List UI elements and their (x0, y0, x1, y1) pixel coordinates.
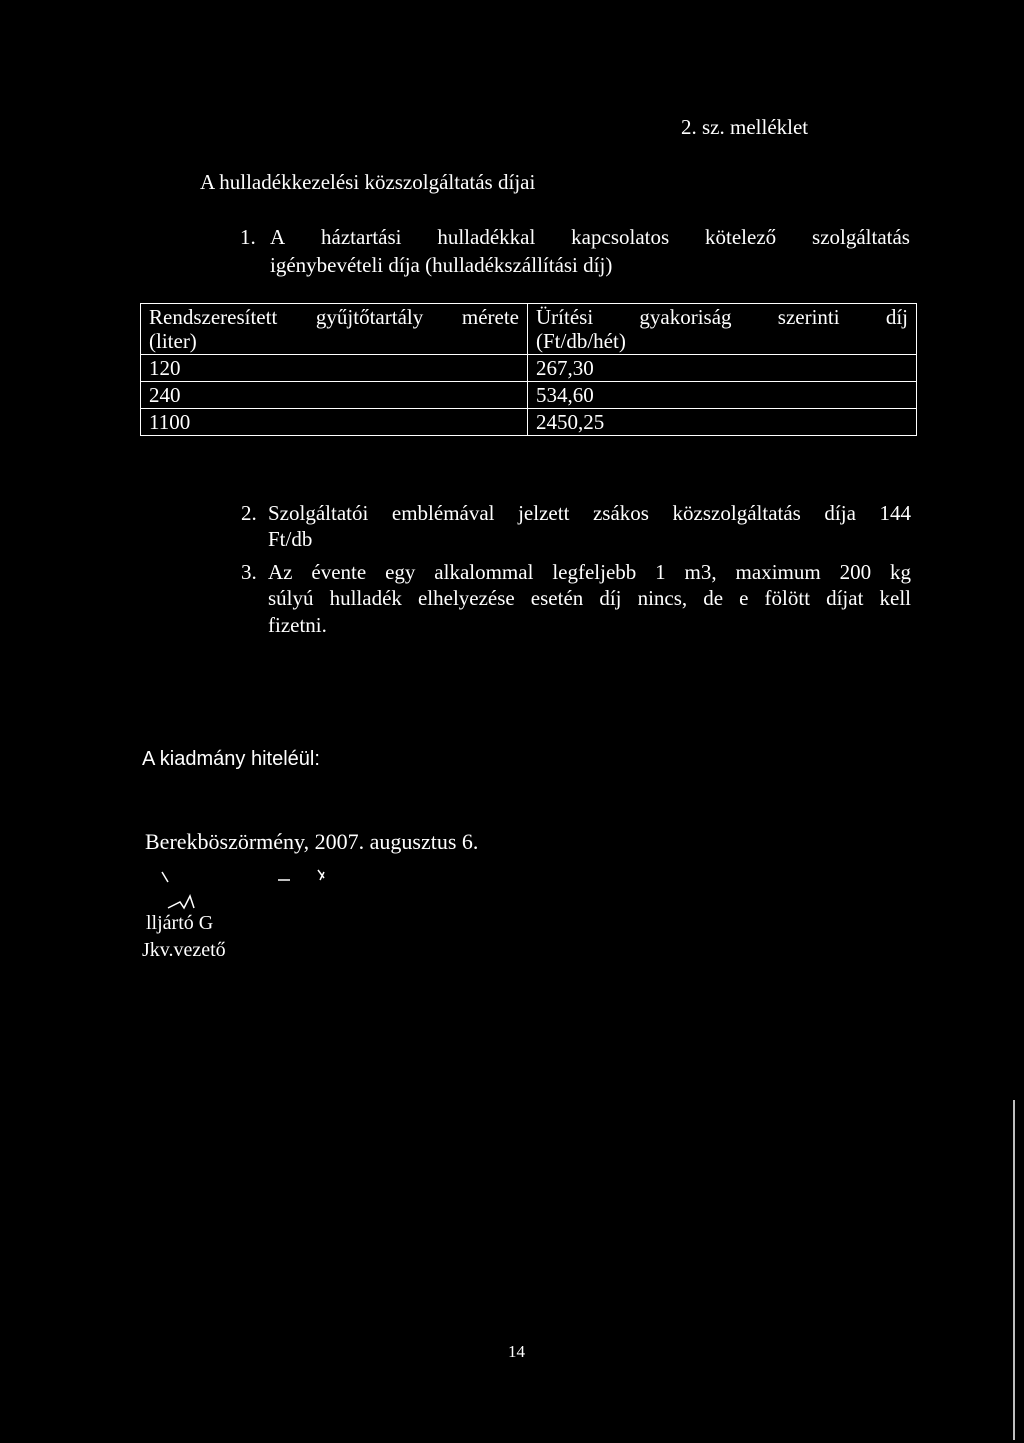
document-title: A hulladékkezelési közszolgáltatás díjai (200, 170, 536, 194)
annex-label: 2. sz. melléklet (681, 115, 809, 139)
table-row (141, 409, 917, 436)
cell-fee: 2450,25 (528, 409, 917, 436)
item1-line2: igénybevételi díja (hulladékszállítási díj) (270, 253, 613, 277)
fee-table (140, 303, 917, 436)
header-word: Ürítési (536, 305, 594, 329)
header-word: gyakoriság (639, 305, 732, 329)
item2-number: 2. (241, 501, 257, 525)
place-date: Berekböszörmény, 2007. augusztus 6. (145, 829, 479, 854)
cell-fee: 534,60 (528, 382, 917, 409)
item3-line1 (241, 559, 911, 585)
cell-size: 120 (141, 355, 528, 382)
signatory-name: lljártó G (146, 912, 214, 934)
header-cell-fee (528, 304, 917, 355)
item3-line3 (241, 612, 911, 638)
item1-word: hulladékkal (437, 225, 536, 249)
item2-line1 (241, 500, 911, 526)
cell-size: 240 (141, 382, 528, 409)
item1-word: kötelező (705, 225, 777, 249)
item1-word: szolgáltatás (812, 225, 910, 249)
table-row (141, 382, 917, 409)
item3-number: 3. (241, 560, 257, 584)
item3-text-line2: súlyú hulladék elhelyezése esetén díj nincs, de e fölött díjat kell (268, 586, 911, 610)
table-header-row (141, 304, 917, 355)
cell-fee: 267,30 (528, 355, 917, 382)
header-word: gyűjtőtartály (315, 305, 424, 329)
item1-number: 1. (240, 225, 256, 249)
item2-text-line1: Szolgáltatói emblémával jelzett zsákos közszolgáltatás díja 144 (268, 501, 911, 525)
header-unit: (liter) (149, 329, 197, 353)
header-word: mérete (461, 305, 519, 329)
certification-label: A kiadmány hiteléül: (142, 748, 320, 770)
header-word: díj (885, 305, 908, 329)
header-unit: (Ft/db/hét) (536, 329, 626, 353)
item1-word: háztartási (321, 225, 402, 249)
signatory-role: Jkv.vezető (142, 939, 226, 961)
item2-text-line2: Ft/db (268, 527, 313, 551)
item1-line1 (270, 224, 910, 250)
header-cell-container-size (141, 304, 528, 355)
item3-line2 (241, 585, 911, 611)
item3-text-line1: Az évente egy alkalommal legfeljebb 1 m3, maximum 200 kg (268, 560, 911, 584)
page-number: 14 (508, 1342, 525, 1361)
item1-word: kapcsolatos (571, 225, 670, 249)
item1-word: A (270, 225, 286, 249)
cell-size: 1100 (141, 409, 528, 436)
header-word: szerinti (777, 305, 840, 329)
header-word: Rendszeresített (149, 305, 278, 329)
item2-line2 (241, 526, 911, 552)
table-row (141, 355, 917, 382)
item3-text-line3: fizetni. (268, 613, 327, 637)
signature-mark (150, 862, 350, 912)
scan-edge-line (1013, 1100, 1015, 1440)
